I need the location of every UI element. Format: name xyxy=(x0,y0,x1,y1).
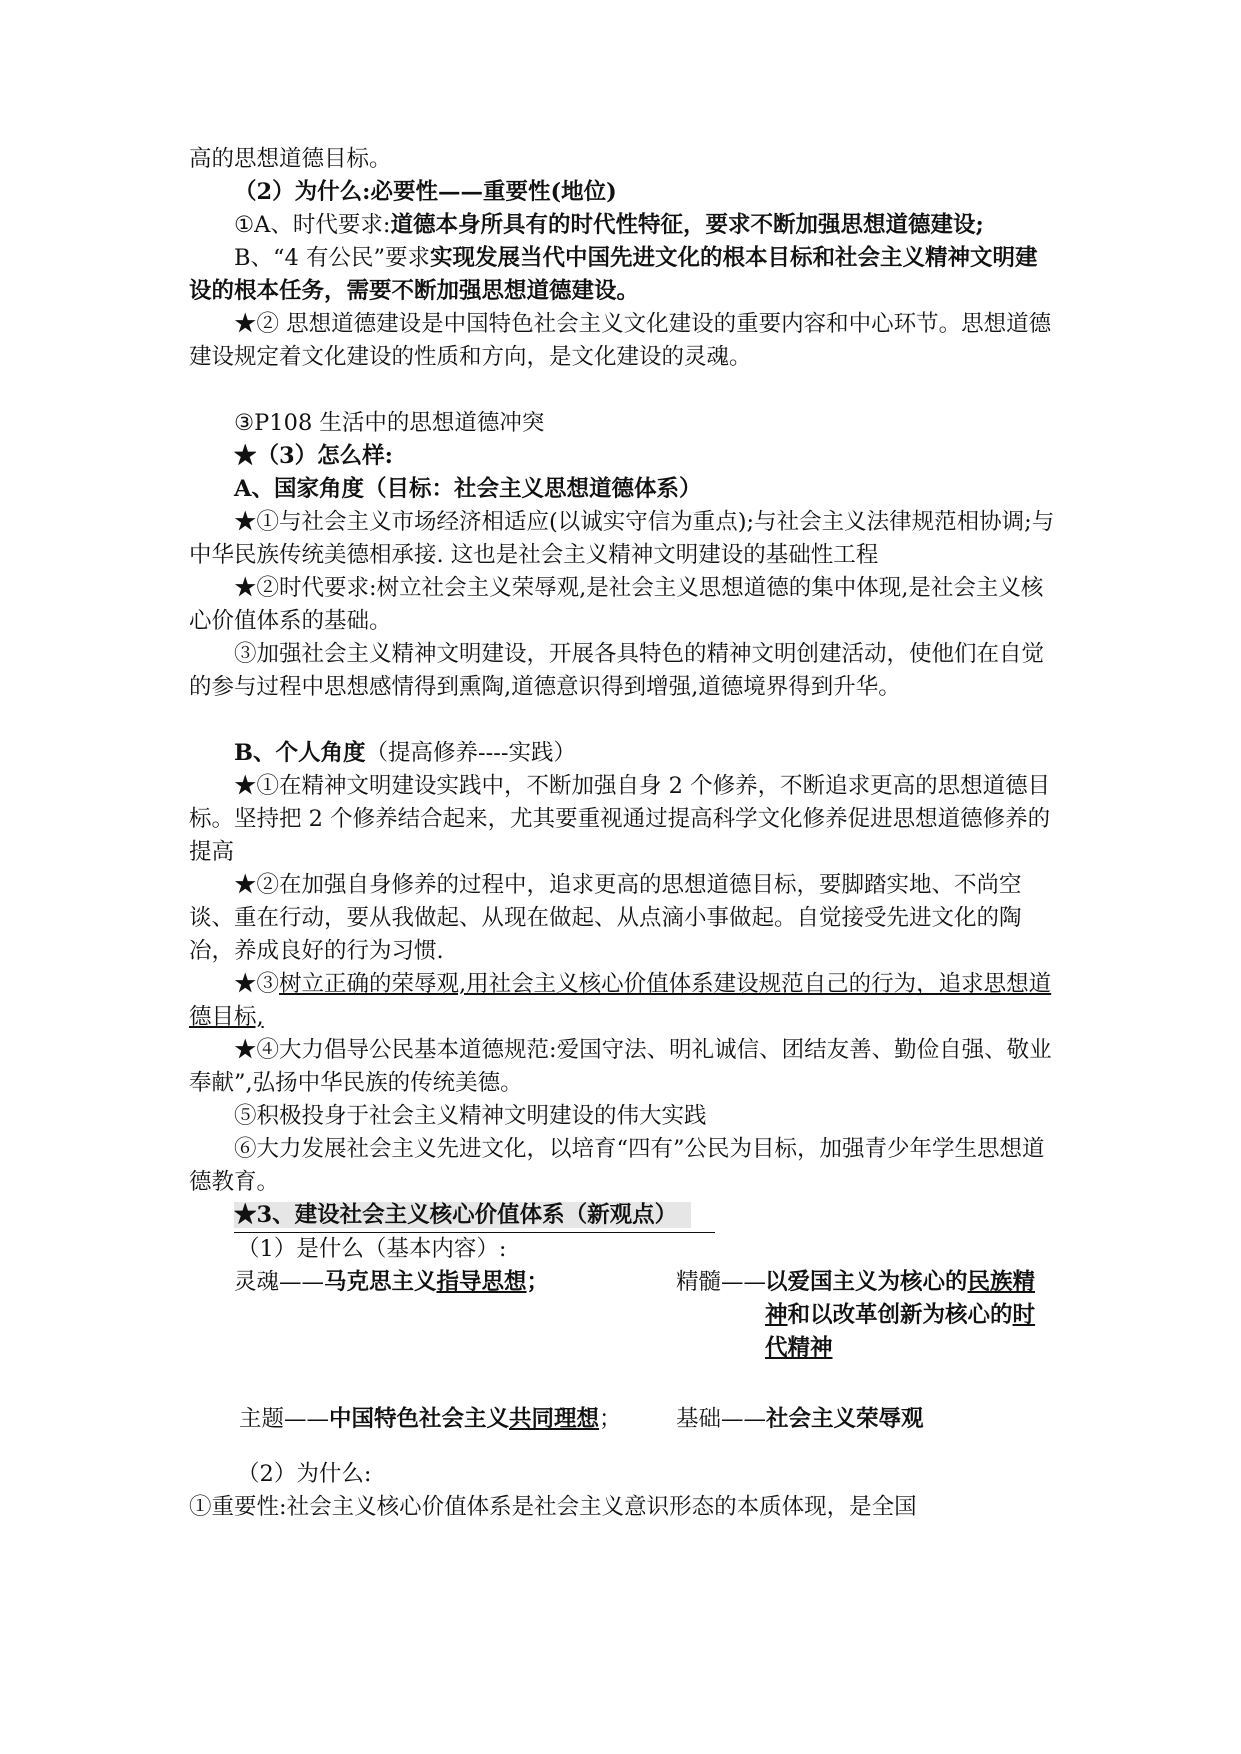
paragraph: ③加强社会主义精神文明建设，开展各具特色的精神文明创建活动，使他们在自觉的参与过程中思想感情得到熏陶,道德意识得到增强,道德境界得到升华。 xyxy=(189,641,1045,700)
text-line: ⑤积极投身于社会主义精神文明建设的伟大实践 xyxy=(234,1103,707,1129)
values-grid-top xyxy=(189,1266,1055,1381)
spacer xyxy=(189,704,1055,737)
subheading-state: A、国家角度（目标：社会主义思想道德体系） xyxy=(234,476,702,502)
text-line: （1）是什么（基本内容）: xyxy=(237,1236,507,1262)
paragraph: ★①与社会主义市场经济相适应(以诚实守信为重点);与社会主义法律规范相协调;与中华民族传统美德相承接. 这也是社会主义精神文明建设的基础性工程 xyxy=(189,509,1055,568)
section-heading: ★3、建设社会主义核心价值体系（新观点） xyxy=(189,1199,1055,1233)
heading-why: （2）为什么:必要性——重要性(地位) xyxy=(234,179,617,205)
paragraph: ★②在加强自身修养的过程中，追求更高的思想道德目标，要脚踏实地、不尚空谈、重在行动，要从我做起、从现在做起、从点滴小事做起。自觉接受先进文化的陶冶，养成良好的行为习惯. xyxy=(189,872,1022,964)
essence-text: 以爱国主义为核心的民族精神和以改革创新为核心的时代精神 xyxy=(765,1269,1036,1361)
heading-how: ★（3）怎么样: xyxy=(234,443,393,469)
paragraph: ★③树立正确的荣辱观,用社会主义核心价值体系建设规范自己的行为，追求思想道德目标, xyxy=(189,971,1052,1030)
text-line: 高的思想道德目标。 xyxy=(189,146,392,172)
paragraph: B、“4 有公民”要求实现发展当代中国先进文化的根本目标和社会主义精神文明建设的根本任务，需要不断加强思想道德建设。 xyxy=(189,245,1038,304)
essence-label: 精髓—— xyxy=(676,1269,767,1295)
subheading-personal: B、个人角度（提高修养----实践） xyxy=(234,740,576,766)
values-grid-bottom xyxy=(189,1403,1055,1436)
text-line: ①重要性:社会主义核心价值体系是社会主义意识形态的本质体现，是全国 xyxy=(189,1494,917,1520)
paragraph: ★②时代要求:树立社会主义荣辱观,是社会主义思想道德的集中体现,是社会主义核心价值体系的基础。 xyxy=(189,575,1044,634)
spacer xyxy=(189,1436,1055,1458)
text-line: （2）为什么: xyxy=(237,1461,372,1487)
spacer xyxy=(189,374,1055,407)
paragraph: ★①在精神文明建设实践中，不断加强自身 2 个修养，不断追求更高的思想道德目标。坚持把 2 个修养结合起来，尤其要重视通过提高科学文化修养促进思想道德修养的提高 xyxy=(189,773,1051,865)
document-page xyxy=(189,143,1055,1524)
theme-item: 主题——中国特色社会主义共同理想； xyxy=(239,1406,622,1432)
text-line: ③P108 生活中的思想道德冲突 xyxy=(234,410,545,436)
paragraph: ★④大力倡导公民基本道德规范:爱国守法、明礼诚信、团结友善、勤俭自强、敬业奉献”,弘扬中华民族的传统美德。 xyxy=(189,1037,1052,1096)
paragraph: ①A、时代要求:道德本身所具有的时代性特征，要求不断加强思想道德建设; xyxy=(234,212,984,238)
paragraph: ⑥大力发展社会主义先进文化，以培育“四有”公民为目标，加强青少年学生思想道德教育。 xyxy=(189,1136,1045,1195)
basis-item: 基础——社会主义荣辱观 xyxy=(676,1406,924,1432)
paragraph: ★② 思想道德建设是中国特色社会主义文化建设的重要内容和中心环节。思想道德建设规定着文化建设的性质和方向，是文化建设的灵魂。 xyxy=(189,311,1052,370)
soul-item: 灵魂——马克思主义指导思想； xyxy=(234,1269,550,1295)
